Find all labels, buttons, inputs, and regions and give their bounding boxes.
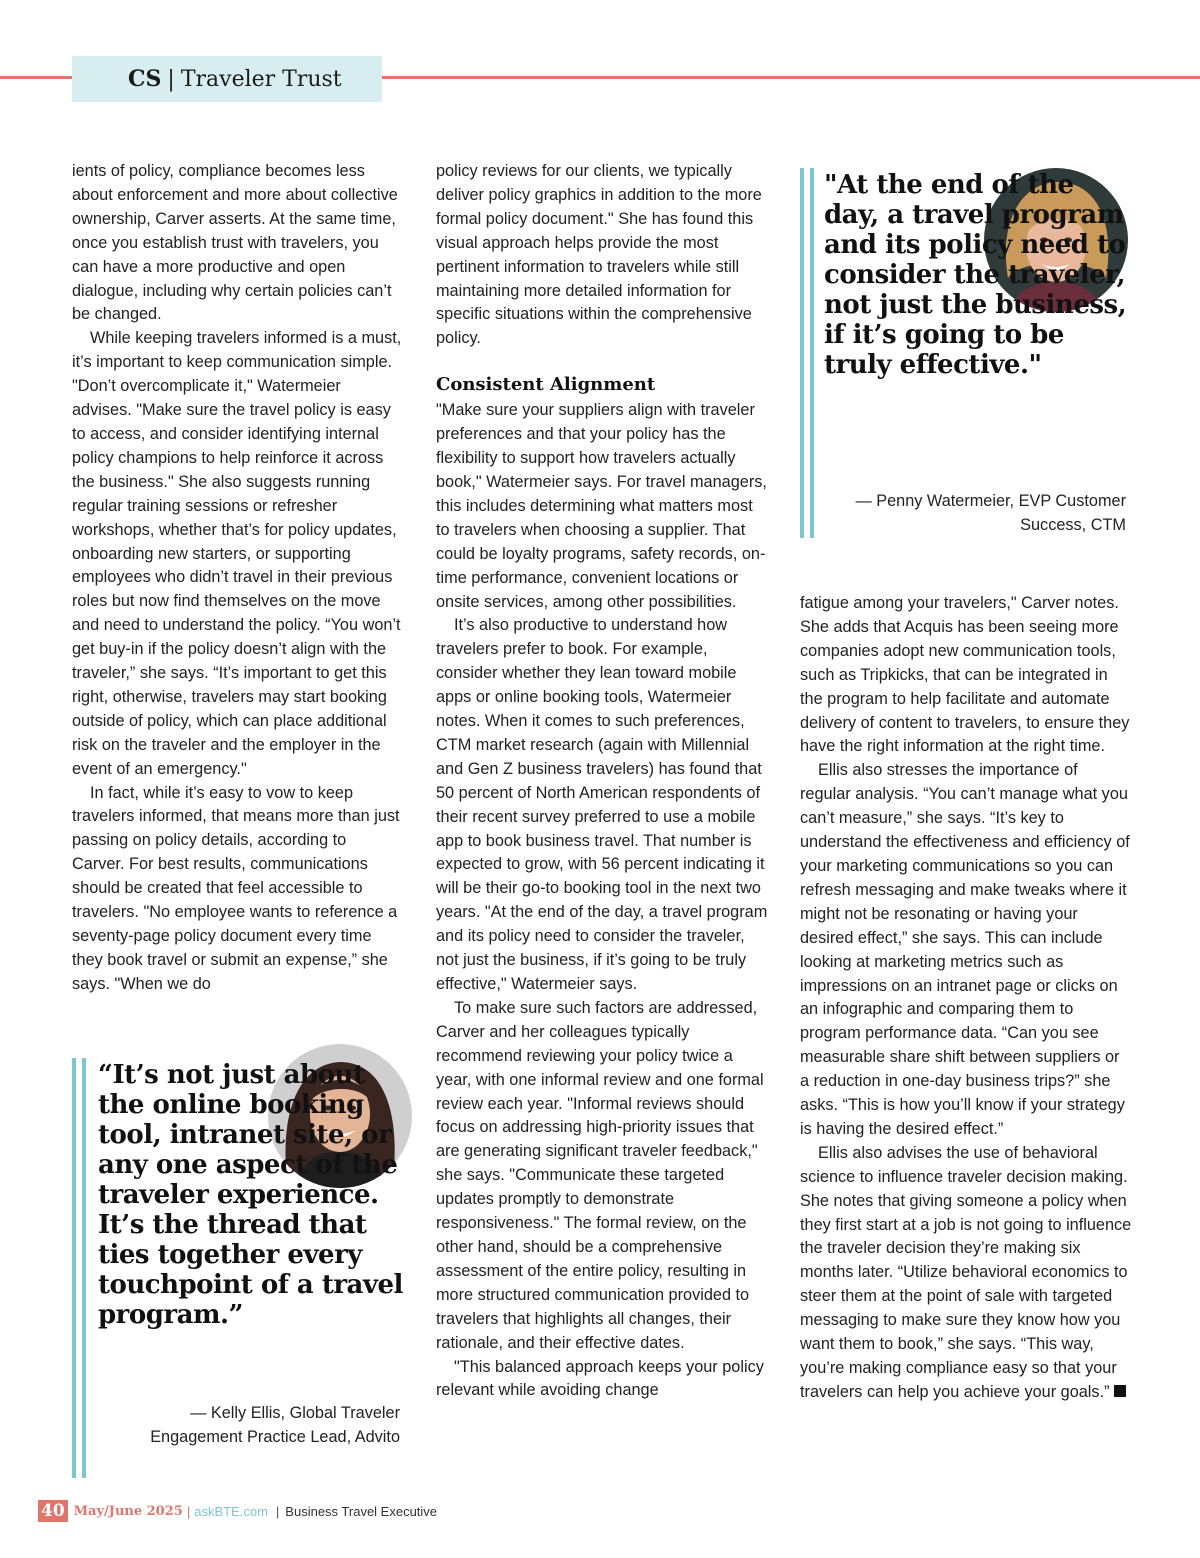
header-rule-right <box>382 76 1200 79</box>
footer-separator: | <box>186 1503 191 1519</box>
article-column-2 <box>436 160 768 1403</box>
paragraph: "Make sure your suppliers align with traveler preferences and that your policy has the flexibility to support how travelers actually book," Watermeier says. For travel managers, this includes determining what matters most to travelers when choosing a supplier. That could be loyalty programs, safety records, on-time performance, convenient locations or onsite services, among other possibilities. <box>436 401 767 611</box>
quote-bar <box>800 168 804 538</box>
section-header <box>72 56 382 102</box>
subheading: Consistent Alignment <box>436 374 656 396</box>
paragraph: In fact, while it’s easy to vow to keep travelers informed, that means more than just passing on policy details, according to Carver. For best results, communications should be created that feel accessible to travelers. "No employee wants to reference a seventy-page policy document every time they book travel or submit an expense,” she says. "When we do <box>72 783 400 993</box>
page-number: 40 <box>38 1500 68 1522</box>
quote-bar <box>72 1058 76 1478</box>
quote-bar <box>82 1058 86 1478</box>
section-brand: CS <box>128 66 162 92</box>
pull-quote-text: "At the end of the day, a travel program and its policy need to consider the traveler, not just the business, if it’s going to be truly effective." <box>824 170 1127 380</box>
section-title: Traveler Trust <box>180 66 342 92</box>
paragraph: It’s also productive to understand how travelers prefer to book. For example, consider whether they lean toward mobile apps or online booking tools, Watermeier notes. When it comes to such preferences, CTM market research (again with Millennial and Gen Z business travelers) has found that 50 percent of North American respondents of their recent survey preferred to use a mobile app to book business travel. That number is expected to grow, with 56 percent indicating it will be their go-to booking tool in the next two years. "At the end of the day, a travel program and its policy need to consider the traveler, not just the business, if it’s going to be truly effective," Watermeier says. <box>436 616 768 993</box>
paragraph: "This balanced approach keeps your policy relevant while avoiding change <box>436 1357 764 1400</box>
paragraph: fatigue among your travelers," Carver notes. She adds that Acquis has been seeing more companies adopt new communication tools, such as Tripkicks, that can be integrated in the program to help facilitate and automate delivery of content to travelers, to ensure they have the right information at the right time. <box>800 594 1130 756</box>
pull-quote-attribution: — Kelly Ellis, Global Traveler Engagement Practice Lead, Advito <box>150 1404 400 1446</box>
magazine-name: Business Travel Executive <box>285 1503 438 1519</box>
quote-bar <box>810 168 814 538</box>
paragraph: To make sure such factors are addressed, Carver and her colleagues typically recommend reviewing your policy twice a year, with one informal review and one formal review each year. "Informal reviews should focus on addressing high-priority issues that are generating significant traveler feedback," she says. "Communicate these targeted updates promptly to demonstrate responsiveness." The formal review, on the other hand, should be a comprehensive assessment of the entire policy, resulting in more structured communication provided to travelers that highlights all changes, their rationale, and their effective dates. <box>436 998 764 1352</box>
paragraph: While keeping travelers informed is a must, it’s important to keep communication simple. "Don’t overcomplicate it," Watermeier advises. "Make sure the travel policy is easy to access, and consider identifying internal policy champions to help reinforce it across the business." She also suggests running regular training sessions or refresher workshops, whether that’s for policy updates, onboarding new starters, or supporting employees who didn’t travel in their previous roles but now find themselves on the move and need to understand the policy. “You won’t get buy-in if the policy doesn’t align with the traveler,” she says. “It’s important to get this right, otherwise, travelers may start booking outside of policy, which can place additional risk on the traveler and the employer in the event of an emergency." <box>72 329 402 778</box>
article-column-1 <box>72 160 402 997</box>
pull-quote-attribution: — Penny Watermeier, EVP Customer Success, CTM <box>855 492 1126 534</box>
article-column-3 <box>800 592 1132 1405</box>
end-of-article-mark <box>1114 1385 1126 1397</box>
issue-date: May/June 2025 <box>73 1503 183 1519</box>
footer-separator: | <box>275 1503 280 1519</box>
paragraph-last <box>800 1142 1132 1405</box>
paragraph: policy reviews for our clients, we typically deliver policy graphics in addition to the more formal policy document." She has found this visual approach helps provide the most pertinent information to travelers while still maintaining more detailed information for specific situations within the comprehensive policy. <box>436 162 762 348</box>
site-link[interactable]: askBTE.com <box>194 1503 268 1519</box>
pull-quote-watermeier <box>800 168 1132 538</box>
pull-quote-ellis <box>72 1058 402 1478</box>
header-rule-left <box>0 76 72 79</box>
paragraph: Ellis also stresses the importance of regular analysis. “You can’t manage what you can’t measure,” she says. “It’s key to understand the effectiveness and efficiency of your marketing communications so you can refresh messaging and make tweaks where it might not be resonating or having your desired effect,” she says. This can include looking at marketing metrics such as impressions on an intranet page or clicks on an infographic and comparing them to program performance data. “Can you see measurable share shift between suppliers or a reduction in one-day business trips?” she asks. “This is how you’ll know if your strategy is having the desired effect.” <box>800 761 1130 1138</box>
pull-quote-text: “It’s not just about the online booking tool, intranet site, or any one aspect of the traveler experience. It’s the thread that ties together every touchpoint of a travel program.” <box>98 1060 403 1330</box>
paragraph: ients of policy, compliance becomes less about enforcement and more about collective ownership, Carver asserts. At the same time, once you establish trust with travelers, you can have a more productive and open dialogue, including why certain policies can’t be changed. <box>72 162 398 324</box>
section-divider: | <box>167 66 175 92</box>
page-footer <box>38 1500 437 1522</box>
paragraph-text: Ellis also advises the use of behavioral science to influence traveler decision making. She notes that giving someone a policy when they first start at a job is not going to influence the traveler decision they’re making six months later. “Utilize behavioral economics to steer them at the point of sale with targeted messaging to make sure they know how you want them to book,” she says. “This way, you’re making compliance easy so that your travelers can help you achieve your goals.” <box>800 1143 1132 1401</box>
